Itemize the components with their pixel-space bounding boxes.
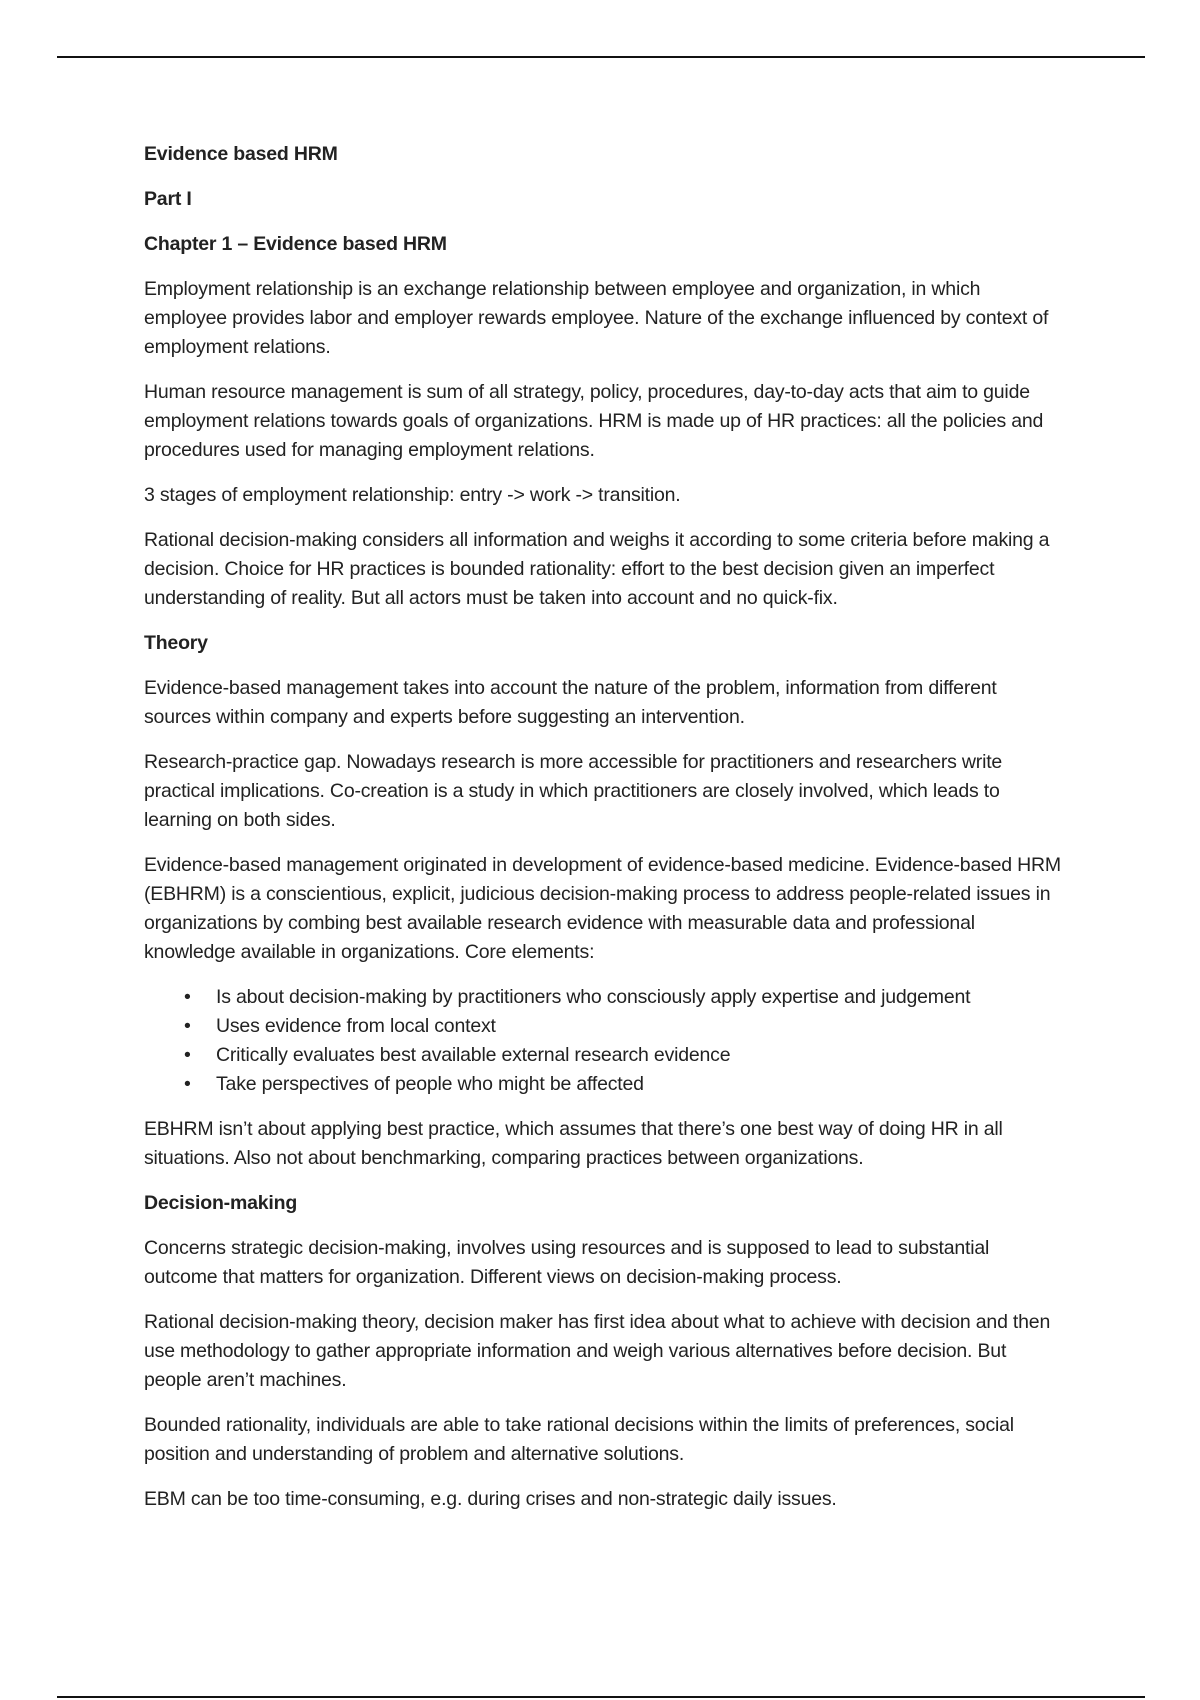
paragraph-hrm-definition: Human resource management is sum of all strategy, policy, procedures, day-to-day acts that aim to guide employment relations towards goals of organizations. HRM is made up of HR practices: all the policies and procedures used for managing employment relations. <box>144 381 1044 461</box>
list-item <box>184 983 1064 1012</box>
paragraph-bounded-rationality: Bounded rationality, individuals are able to take rational decisions within the limits of preferences, social position and understanding of problem and alternative solutions. <box>144 1414 1014 1465</box>
section-heading-theory: Theory <box>144 632 208 654</box>
document-body <box>144 140 1064 1530</box>
paragraph-rational-theory: Rational decision-making theory, decision maker has first idea about what to achieve with decision and then use methodology to gather appropriate information and weigh various alternatives before decision. But people aren’t machines. <box>144 1311 1051 1391</box>
list-item <box>184 1070 1064 1099</box>
list-item <box>184 1012 1064 1041</box>
paragraph-employment-relationship: Employment relationship is an exchange relationship between employee and organization, in which employee provides labor and employer rewards employee. Nature of the exchange influenced by context of employment relations. <box>144 278 1049 358</box>
paragraph-ebhrm-origin: Evidence-based management originated in development of evidence-based medicine. Evidence-based HRM (EBHRM) is a conscientious, explicit, judicious decision-making process to address people-related issues in organizations by combing best available research evidence with measurable data and professional knowledge available in organizations. Core elements: <box>144 854 1061 963</box>
list-item-text: Take perspectives of people who might be affected <box>216 1073 644 1095</box>
paragraph-rational-decision: Rational decision-making considers all information and weighs it according to some criteria before making a decision. Choice for HR practices is bounded rationality: effort to the best decision given an imperfect understanding of reality. But all actors must be taken into account and no quick-fix. <box>144 529 1050 609</box>
bullet-icon: • <box>184 1044 191 1066</box>
list-item <box>184 1041 1064 1070</box>
header-rule <box>57 56 1145 58</box>
part-heading: Part I <box>144 188 192 210</box>
bullet-icon: • <box>184 1015 191 1037</box>
section-heading-decision-making: Decision-making <box>144 1192 298 1214</box>
footer-rule <box>57 1696 1145 1698</box>
bullet-icon: • <box>184 986 191 1008</box>
paragraph-best-practice: EBHRM isn’t about applying best practice, which assumes that there’s one best way of doing HR in all situations. Also not about benchmarking, comparing practices between organizations. <box>144 1118 1003 1169</box>
core-elements-list <box>144 983 1064 1099</box>
bullet-icon: • <box>184 1073 191 1095</box>
list-item-text: Is about decision-making by practitioners who consciously apply expertise and judgement <box>216 986 971 1008</box>
paragraph-ebm-time: EBM can be too time-consuming, e.g. during crises and non-strategic daily issues. <box>144 1488 837 1510</box>
paragraph-stages: 3 stages of employment relationship: entry -> work -> transition. <box>144 484 681 506</box>
list-item-text: Uses evidence from local context <box>216 1015 496 1037</box>
paragraph-ebm: Evidence-based management takes into account the nature of the problem, information from different sources within company and experts before suggesting an intervention. <box>144 677 997 728</box>
paragraph-research-gap: Research-practice gap. Nowadays research is more accessible for practitioners and researchers write practical implications. Co-creation is a study in which practitioners are closely involved, which leads to learning on both sides. <box>144 751 1003 831</box>
document-title: Evidence based HRM <box>144 143 338 165</box>
paragraph-strategic-decision: Concerns strategic decision-making, involves using resources and is supposed to lead to substantial outcome that matters for organization. Different views on decision-making process. <box>144 1237 990 1288</box>
list-item-text: Critically evaluates best available external research evidence <box>216 1044 731 1066</box>
chapter-heading: Chapter 1 – Evidence based HRM <box>144 233 447 255</box>
